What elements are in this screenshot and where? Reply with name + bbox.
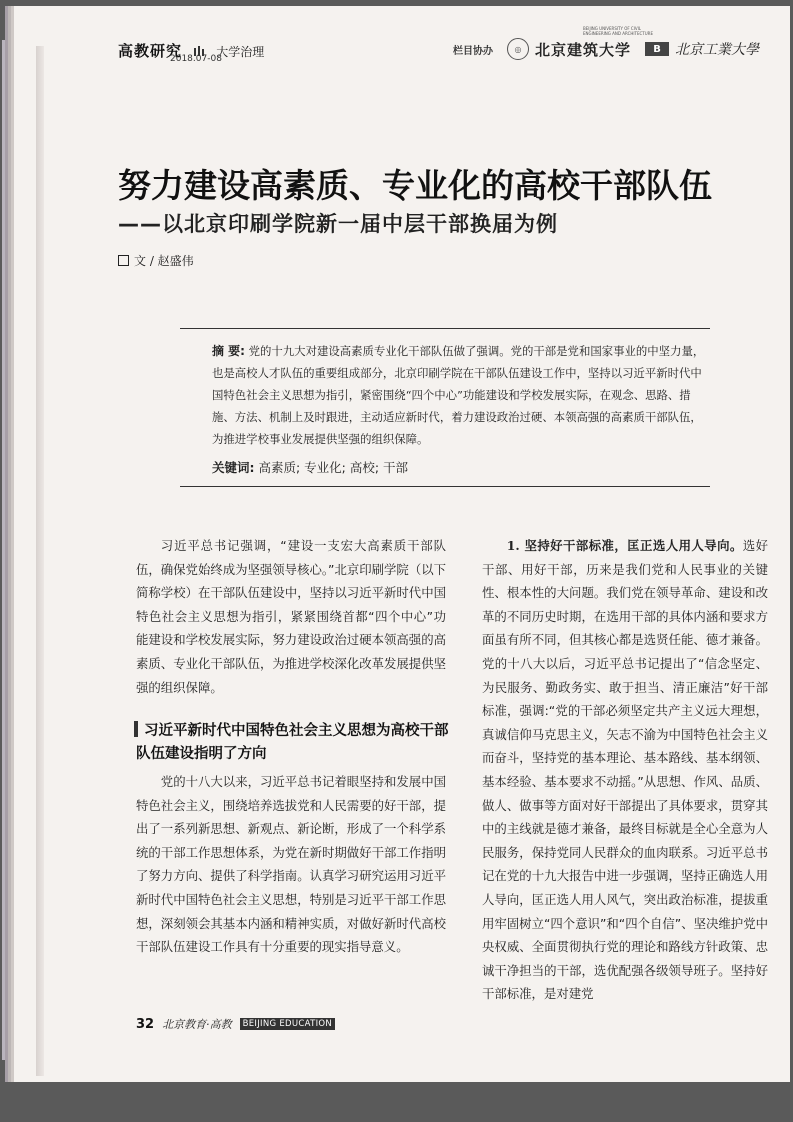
right-paragraph-text: 选好干部、用好干部，历来是我们党和人民事业的关键性、根本性的大问题。我们党在领导革命、建设和改革的不同历史时期，在选用干部的具体内涵和要求方面虽有所不同，但其核心都是选贤任能、德才兼备。党的十八大以后，习近平总书记提出了“信念坚定、为民服务、勤政务实、敢于担当、清正廉洁”好干部标准，强调:“党的干部必须坚定共产主义远大理想，真诚信仰马克思主义，矢志不渝为中国特色社会主义而奋斗，坚持党的基本理论、基本路线、基本纲领、基本经验、基本要求不动摇。”从思想、作风、品质、做人、做事等方面对好干部提出了具体要求，贯穿其中的主线就是德才兼备，最终目标就是全心全意为人民服务，保持党同人民群众的血肉联系。习近平总书记在党的十九大报告中进一步强调，坚持正确选人用人导向，匡正选人用人风气，突出政治标准，提拔重用牢固树立“四个意识”和“四个自信”、坚决维护党中央权威、全面贯彻执行党的理论和路线方针政策、忠诚干净担当的干部，选优配强各级领导班子。坚持好干部标准，是对建党 (482, 538, 769, 1002)
abstract-text: 党的十九大对建设高素质专业化干部队伍做了强调。党的干部是党和国家事业的中坚力量，也是高校人才队伍的重要组成部分，北京印刷学院在干部队伍建设工作中，坚持以习近平新时代中国特色社会主义思想为指引，紧密围绕“四个中心”功能建设和学校发展实际，在观念、思路、措施、方法、机制上及时跟进，主动适应新时代，着力建设政治过硬、本领高强的高素质干部队伍，为推进学校事业发展提供坚强的组织保障。 (212, 344, 705, 446)
left-column (136, 534, 446, 699)
right-paragraph (482, 534, 768, 1006)
abstract-bottom-rule (180, 486, 710, 487)
column-subtitle: 大学治理 (216, 45, 265, 59)
magazine-english: BEIJING EDUCATION (240, 1018, 335, 1030)
keywords-label: 关键词: (212, 460, 255, 475)
page-number: 32 (136, 1016, 155, 1032)
abstract-label: 摘 要: (212, 344, 245, 358)
right-column (482, 534, 768, 1006)
section-paragraph: 党的十八大以来，习近平总书记着眼坚持和发展中国特色社会主义，围绕培养选拔党和人民需要的好干部，提出了一系列新思想、新观点、新论断，形成了一个科学系统的干部工作思想体系，为党在新时期做好干部工作指明了努力方向、提供了科学指南。认真学习研究运用习近平新时代中国特色社会主义思想，特别是习近平干部工作思想，深刻领会其基本内涵和精神实质，对做好新时代高校干部队伍建设工作具有十分重要的现实指导意义。 (136, 774, 446, 955)
abstract (212, 340, 710, 450)
article-subtitle: ——以北京印刷学院新一届中层干部换届为例 (118, 212, 558, 236)
university1-english: BEIJING UNIVERSITY OF CIVIL ENGINEERING AND ARCHITECTURE (583, 26, 653, 36)
magazine-name: 北京教育·高教 (162, 1018, 232, 1031)
author: 文 / 赵盛伟 (134, 254, 194, 268)
university-seal-icon: ◎ (507, 38, 529, 60)
cohost-header (453, 38, 759, 60)
abstract-top-rule (180, 328, 710, 329)
section-heading-text: 习近平新时代中国特色社会主义思想为高校干部队伍建设指明了方向 (136, 723, 449, 762)
page-footer (136, 1016, 335, 1032)
column-name: 高教研究 (118, 42, 183, 60)
keywords (212, 458, 408, 476)
university1-name: 北京建筑大学 (534, 40, 631, 59)
square-icon (118, 255, 129, 266)
university2-name: 北京工業大學 (675, 42, 759, 58)
heading-bar-icon (134, 721, 138, 737)
page-binding-edge (36, 46, 44, 1076)
subsection-lead: 1. 坚持好干部标准，匡正选人用人导向。 (506, 538, 743, 553)
article-title: 努力建设高素质、专业化的高校干部队伍 (118, 166, 712, 205)
issue-date: 2018.07-08 (170, 54, 222, 64)
section-heading (136, 720, 456, 766)
cohost-label: 栏目协办 (452, 45, 493, 57)
section-body (136, 770, 446, 959)
keywords-text: 高素质; 专业化; 高校; 干部 (258, 460, 409, 475)
intro-paragraph: 习近平总书记强调，“建设一支宏大高素质干部队伍，确保党始终成为坚强领导核心。”北京印刷学院（以下简称学校）在干部队伍建设中，坚持以习近平新时代中国特色社会主义思想为指引，紧紧围绕首都“四个中心”功能建设和学校发展实际，努力建设政治过硬本领高强的高素质、专业化干部队伍，为推进学校深化改革发展提供坚强的组织保障。 (136, 538, 446, 695)
university2-logo-icon: B (645, 42, 669, 56)
byline (118, 252, 194, 269)
